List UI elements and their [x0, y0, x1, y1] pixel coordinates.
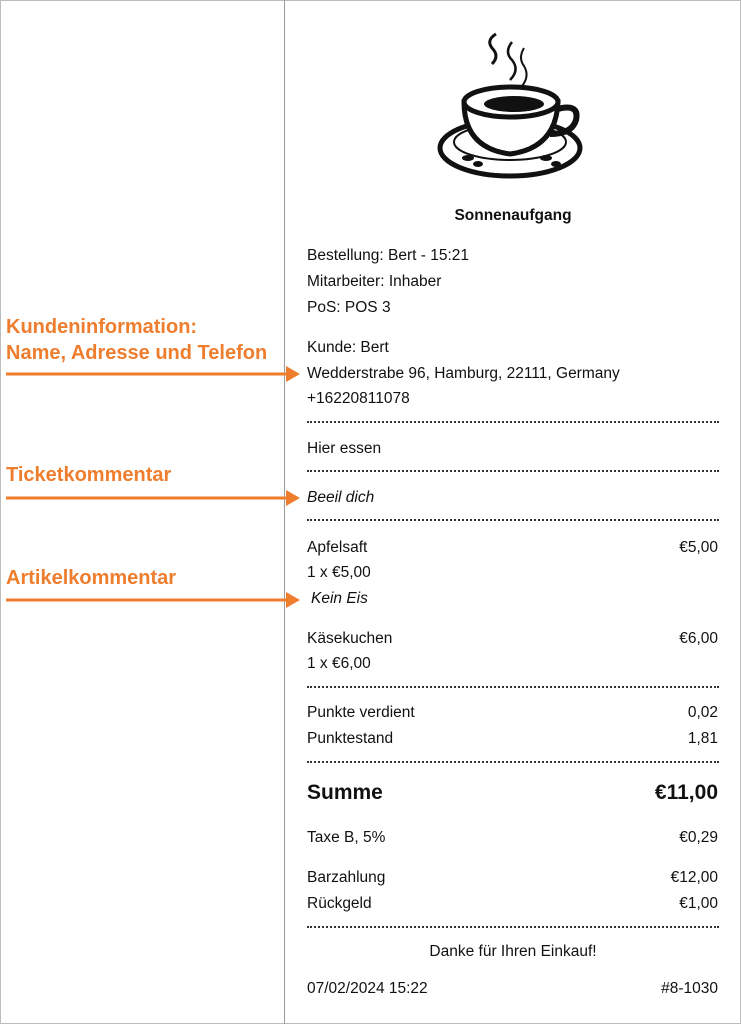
annotation-ticket-comment: Ticketkommentar [6, 464, 172, 486]
thanks-message: Danke für Ihren Einkauf! [429, 943, 597, 960]
change-value: €1,00 [679, 895, 718, 912]
total-value: €11,00 [654, 781, 718, 804]
item-quantity: 1 x €5,00 [307, 564, 371, 581]
item-name: Käsekuchen [307, 630, 393, 647]
ticket-comment: Beeil dich [307, 489, 375, 506]
receipt-left-edge [284, 0, 285, 1024]
order-info: Bestellung: Bert - 15:21 [307, 247, 469, 264]
divider [307, 761, 719, 763]
divider [307, 686, 719, 688]
annotation-customer-detail: Name, Adresse und Telefon [6, 342, 268, 364]
divider [307, 519, 719, 521]
receipt-number: #8-1030 [661, 980, 718, 997]
coffee-cup-icon [434, 30, 594, 190]
employee-info: Mitarbeiter: Inhaber [307, 273, 442, 290]
item-price: €6,00 [679, 630, 718, 647]
points-earned-value: 0,02 [687, 704, 718, 721]
customer-phone: +16220811078 [307, 390, 410, 407]
total-label: Summe [307, 781, 383, 804]
divider [307, 470, 719, 472]
change-label: Rückgeld [307, 895, 372, 912]
annotation-item-comment: Artikelkommentar [6, 567, 177, 589]
cash-value: €12,00 [670, 869, 718, 886]
annotation-customer-title: Kundeninformation: [6, 316, 198, 338]
tax-label: Taxe B, 5% [307, 829, 386, 846]
item-price: €5,00 [679, 539, 718, 556]
item-quantity: 1 x €6,00 [307, 655, 371, 672]
cash-label: Barzahlung [307, 869, 386, 886]
divider [307, 421, 719, 423]
pos-info: PoS: POS 3 [307, 299, 391, 316]
shop-name: Sonnenaufgang [454, 207, 572, 224]
annotation-arrow-customer [6, 366, 300, 382]
points-balance-label: Punktestand [307, 730, 394, 747]
item-comment: Kein Eis [311, 590, 368, 607]
points-earned-label: Punkte verdient [307, 704, 415, 721]
points-balance-value: 1,81 [687, 730, 718, 747]
receipt-datetime: 07/02/2024 15:22 [307, 980, 428, 997]
tax-value: €0,29 [679, 829, 718, 846]
annotation-arrow-ticket [6, 490, 300, 506]
dine-option: Hier essen [307, 440, 382, 457]
customer-name: Kunde: Bert [307, 339, 389, 356]
annotation-arrow-item [6, 592, 300, 608]
customer-address: Wedderstrabe 96, Hamburg, 22111, Germany [307, 365, 620, 382]
item-name: Apfelsaft [307, 539, 368, 556]
divider [307, 926, 719, 928]
